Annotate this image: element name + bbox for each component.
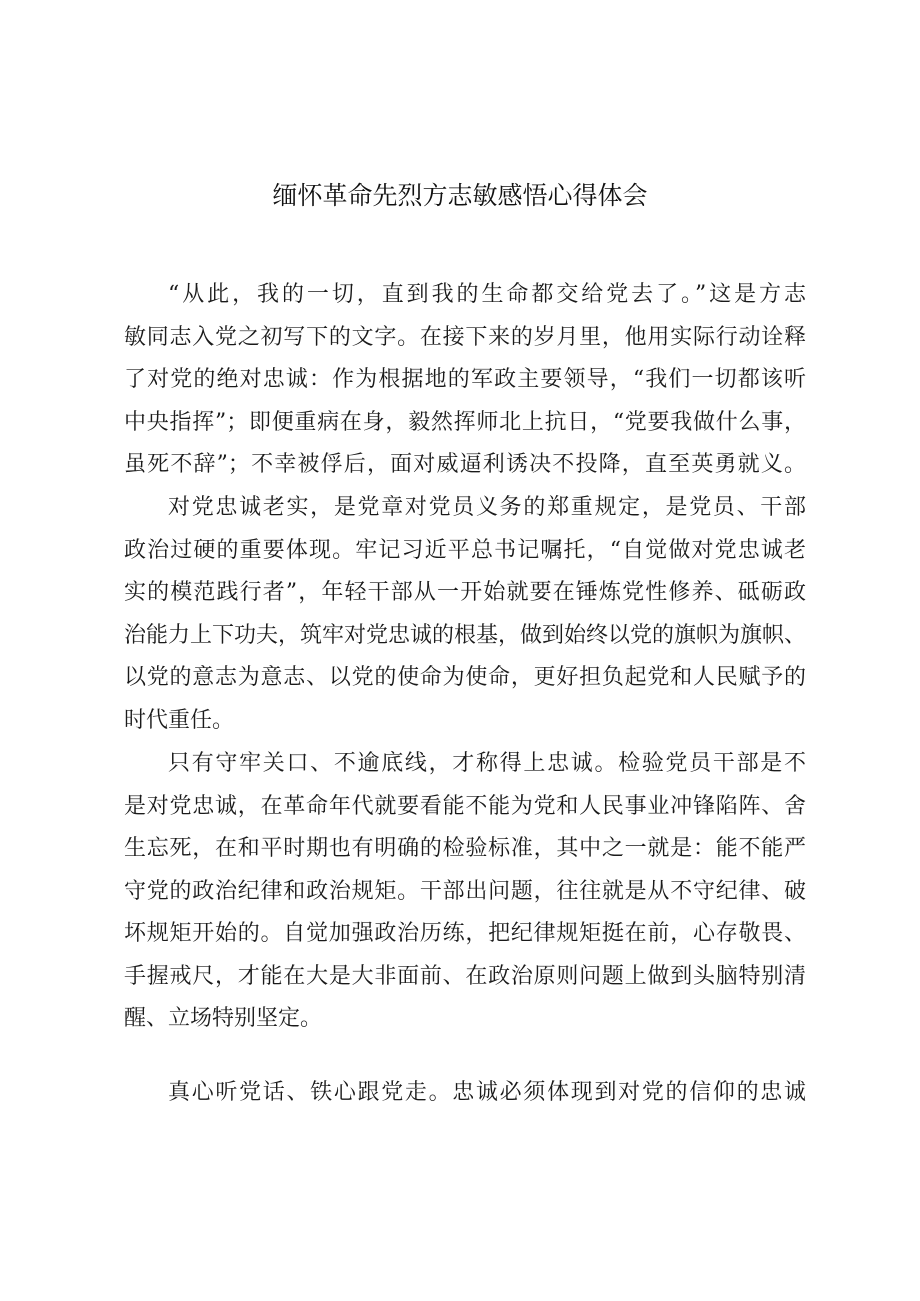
paragraph-line: 坏规矩开始的。自觉加强政治历练，把纪律规矩挺在前，心存敬畏、 [124, 921, 806, 946]
paragraph-line: 醒、立场特别坚定。 [124, 1006, 323, 1031]
paragraph-1 [124, 274, 806, 487]
paragraph-line: 中央指挥”；即便重病在身，毅然挥师北上抗日，“党要我做什么事， [124, 409, 806, 435]
paragraph-line: 真心听党话、铁心跟党走。忠诚必须体现到对党的信仰的忠诚 [168, 1080, 806, 1105]
paragraph-line: 只有守牢关口、不逾底线，才称得上忠诚。检验党员干部是不 [168, 751, 806, 776]
document-title: 缅怀革命先烈方志敏感悟心得体会 [272, 181, 648, 210]
paragraph-3 [124, 743, 806, 1041]
paragraph-line: 是对党忠诚，在革命年代就要看能不能为党和人民事业冲锋陷阵、舍 [124, 793, 806, 819]
paragraph-line: 生忘死，在和平时期也有明确的检验标准，其中之一就是：能不能严 [124, 836, 806, 861]
paragraph-line: 治能力上下功夫，筑牢对党忠诚的根基，做到始终以党的旗帜为旗帜、 [124, 622, 807, 648]
paragraph-line: 时代重任。 [124, 707, 235, 733]
paragraph-line: 以党的意志为意志、以党的使命为使命，更好担负起党和人民赋予的 [124, 665, 806, 690]
paragraph-4 [124, 1072, 806, 1115]
paragraph-line: 敏同志入党之初写下的文字。在接下来的岁月里，他用实际行动诠释 [124, 324, 806, 350]
paragraph-line: “从此，我的一切，直到我的生命都交给党去了。”这是方志 [168, 282, 806, 307]
paragraph-line: 实的模范践行者”，年轻干部从一开始就要在锤炼党性修养、砥砺政 [124, 580, 806, 605]
paragraph-line: 守党的政治纪律和政治规矩。干部出问题，往往就是从不守纪律、破 [124, 878, 806, 904]
paragraph-line: 了对党的绝对忠诚：作为根据地的军政主要领导，“我们一切都该听 [124, 367, 806, 392]
paragraph-line: 虽死不辞”；不幸被俘后，面对威逼利诱决不投降，直至英勇就义。 [124, 452, 806, 477]
paragraph-line: 手握戒尺，才能在大是大非面前、在政治原则问题上做到头脑特别清 [124, 963, 806, 989]
paragraph-line: 对党忠诚老实，是党章对党员义务的郑重规定，是党员、干部 [168, 495, 806, 520]
paragraph-line: 政治过硬的重要体现。牢记习近平总书记嘱托，“自觉做对党忠诚老 [124, 537, 806, 563]
paragraph-2 [124, 487, 806, 742]
